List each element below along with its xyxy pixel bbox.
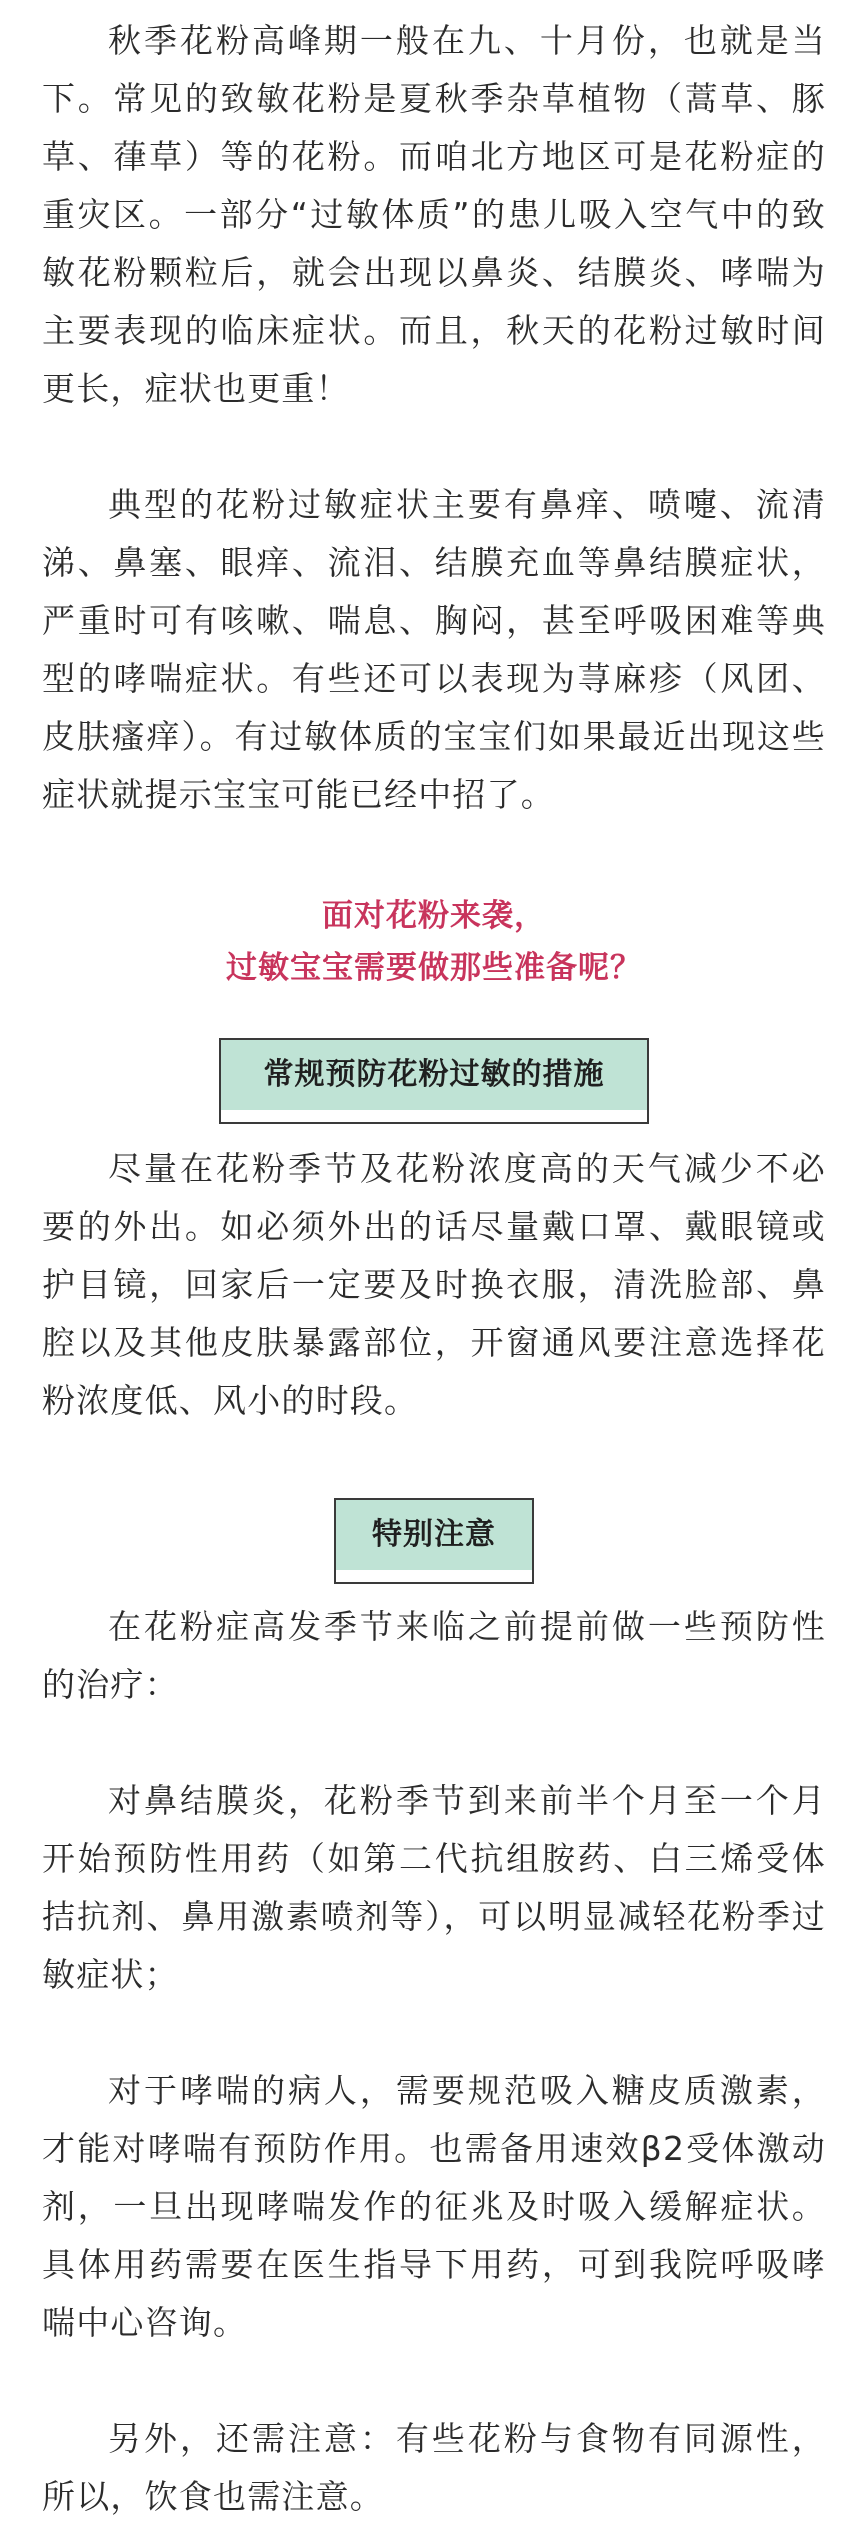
article-body — [42, 0, 826, 2526]
special-attention-heading — [334, 1498, 534, 1572]
heading-underline-decoration — [334, 1570, 534, 1584]
symptoms-paragraph: 典型的花粉过敏症状主要有鼻痒、喷嚏、流清涕、鼻塞、眼痒、流泪、结膜充血等鼻结膜症状，严重时可有咳嗽、喘息、胸闷，甚至呼吸困难等典型的哮喘症状。有些还可以表现为荨麻疹（风团、皮肤瘙痒）。有过敏体质的宝宝们如果最近出现这些症状就提示宝宝可能已经中招了。 — [42, 485, 826, 814]
asthma-paragraph: 对于哮喘的病人，需要规范吸入糖皮质激素，才能对哮喘有预防作用。也需备用速效β2受体激动剂，一旦出现哮喘发作的征兆及时吸入缓解症状。具体用药需要在医生指导下用药，可到我院呼吸哮喘中心咨询。 — [42, 2071, 826, 2342]
intro-paragraph: 秋季花粉高峰期一般在九、十月份，也就是当下。常见的致敏花粉是夏秋季杂草植物（蒿草、豚草、葎草）等的花粉。而咱北方地区可是花粉症的重灾区。一部分“过敏体质”的患儿吸入空气中的致敏花粉颗粒后，就会出现以鼻炎、结膜炎、哮喘为主要表现的临床症状。而且，秋天的花粉过敏时间更长，症状也更重！ — [42, 21, 826, 408]
callout-line-2: 过敏宝宝需要做那些准备呢？ — [226, 950, 642, 986]
special-attention-heading-label: 特别注意 — [372, 1517, 496, 1552]
callout-line-1: 面对花粉来袭， — [322, 898, 546, 934]
heading-underline-decoration — [219, 1110, 649, 1124]
special-intro-paragraph: 在花粉症高发季节来临之前提前做一些预防性的治疗： — [42, 1607, 826, 1704]
routine-prevention-paragraph: 尽量在花粉季节及花粉浓度高的天气减少不必要的外出。如必须外出的话尽量戴口罩、戴眼镜或护目镜，回家后一定要及时换衣服，清洗脸部、鼻腔以及其他皮肤暴露部位，开窗通风要注意选择花粉浓度低、风小的时段。 — [42, 1149, 826, 1420]
routine-prevention-heading — [219, 1038, 649, 1112]
routine-prevention-heading-label: 常规预防花粉过敏的措施 — [263, 1057, 605, 1092]
diet-paragraph: 另外，还需注意：有些花粉与食物有同源性，所以，饮食也需注意。 — [42, 2419, 826, 2516]
callout-question — [42, 890, 826, 994]
rhinitis-paragraph: 对鼻结膜炎，花粉季节到来前半个月至一个月开始预防性用药（如第二代抗组胺药、白三烯受体拮抗剂、鼻用激素喷剂等），可以明显减轻花粉季过敏症状； — [42, 1781, 826, 1994]
routine-prevention-heading-wrap — [42, 1038, 826, 1112]
special-attention-heading-wrap — [42, 1498, 826, 1572]
